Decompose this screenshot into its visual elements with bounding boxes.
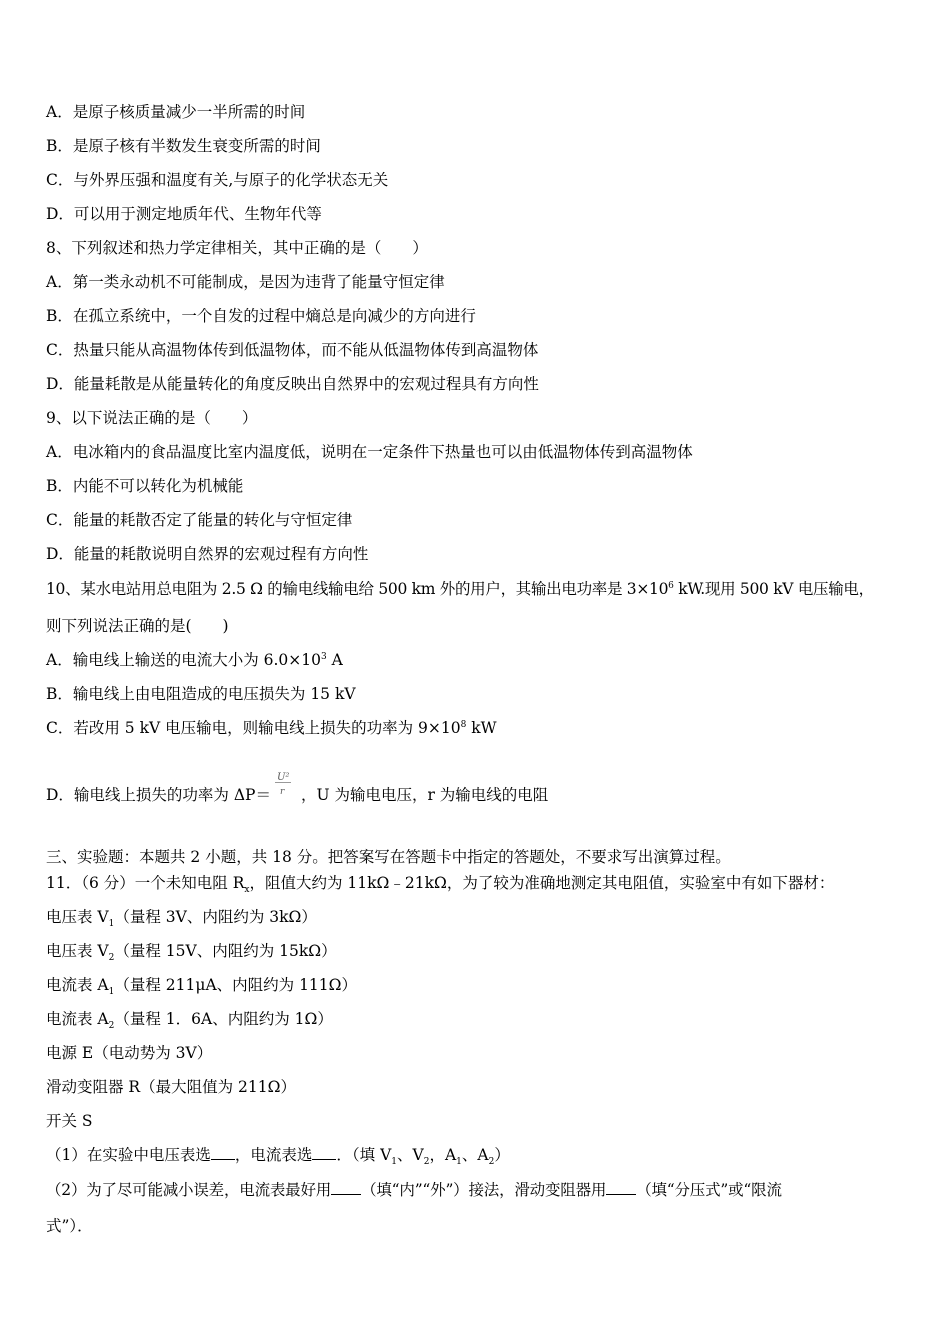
voltmeter-answer-blank[interactable] <box>211 1145 235 1160</box>
connection-answer-blank[interactable] <box>331 1180 361 1195</box>
equipment-power-source: 电源 E（电动势为 3V） <box>46 1044 213 1062</box>
equipment-ammeter-2 <box>46 1009 333 1032</box>
q9-option-b: B．内能不可以转化为机械能 <box>46 477 244 495</box>
equipment-voltmeter-1-sub: 1 <box>108 919 115 930</box>
q9-option-d: D．能量的耗散说明自然界的宏观过程有方向性 <box>46 545 369 563</box>
part-1-text-g: ） <box>494 1146 510 1164</box>
equipment-voltmeter-2 <box>46 941 337 964</box>
part-1-sub-4: 2 <box>488 1157 495 1168</box>
equipment-ammeter-1-sub: 1 <box>108 987 115 998</box>
part-1-text-b: ，电流表选 <box>234 1146 313 1164</box>
q8-option-d: D．能量耗散是从能量转化的角度反映出自然界中的宏观过程具有方向性 <box>46 375 539 393</box>
equipment-ammeter-1 <box>46 975 358 998</box>
q7-option-c: C．与外界压强和温度有关,与原子的化学状态无关 <box>46 171 389 189</box>
q11-stem-subscript: x <box>244 885 250 896</box>
q7-option-b: B．是原子核有半数发生衰变所需的时间 <box>46 137 321 155</box>
q8-option-b: B．在孤立系统中，一个自发的过程中熵总是向减少的方向进行 <box>46 307 476 325</box>
q10-stem-b: kW.现用 500 kV 电压输电， <box>673 580 874 598</box>
q7-option-a: A．是原子核质量减少一半所需的时间 <box>46 103 306 121</box>
q10-option-a-unit: A <box>326 651 343 669</box>
part-1-text-c: ．（填 V <box>336 1146 392 1164</box>
equipment-voltmeter-2-name: 电压表 V <box>46 942 109 960</box>
part-1-sub-1: 1 <box>391 1157 397 1168</box>
section-3-heading: 三、实验题：本题共 2 小题，共 18 分。把答案写在答题卡中指定的答题处，不要求写出演算过程。 <box>46 848 731 866</box>
part-1-text-e: ，A <box>429 1146 457 1164</box>
equipment-ammeter-1-spec: （量程 211μA、内阻约为 111Ω） <box>114 976 358 994</box>
q11-part-1 <box>46 1145 510 1168</box>
power-loss-fraction <box>271 772 301 806</box>
q8-option-c: C．热量只能从高温物体传到低温物体，而不能从低温物体传到高温物体 <box>46 341 539 359</box>
equipment-ammeter-1-name: 电流表 A <box>46 976 109 994</box>
equipment-switch: 开关 S <box>46 1112 93 1130</box>
q8-stem: 8、下列叙述和热力学定律相关，其中正确的是（ ） <box>46 239 428 257</box>
q10-stem-line1 <box>46 579 874 599</box>
q10-option-c <box>46 718 497 738</box>
equipment-ammeter-2-spec: （量程 1．6A、内阻约为 1Ω） <box>114 1010 333 1028</box>
q10-option-a-exponent: 3 <box>320 651 327 662</box>
q11-stem-a: 11．（6 分）一个未知电阻 R <box>46 874 245 892</box>
equipment-ammeter-2-name: 电流表 A <box>46 1010 109 1028</box>
q10-option-d-tail: ，U 为输电电压，r 为输电线的电阻 <box>300 786 549 804</box>
part-2-text-a: （2）为了尽可能减小误差，电流表最好用 <box>46 1181 332 1199</box>
equipment-voltmeter-1 <box>46 907 317 930</box>
q10-stem-a: 10、某水电站用总电阻为 2.5 Ω 的输电线输电给 500 km 外的用户，其输出电功率是 3×10 <box>46 580 669 598</box>
q10-option-b: B．输电线上由电阻造成的电压损失为 15 kV <box>46 685 356 703</box>
q10-option-c-text: C．若改用 5 kV 电压输电，则输电线上损失的功率为 9×10 <box>46 719 461 737</box>
equipment-voltmeter-2-sub: 2 <box>108 953 115 964</box>
q9-option-c: C．能量的耗散否定了能量的转化与守恒定律 <box>46 511 353 529</box>
part-1-sub-2: 2 <box>423 1157 430 1168</box>
q7-option-d: D．可以用于测定地质年代、生物年代等 <box>46 205 322 223</box>
equipment-rheostat: 滑动变阻器 R（最大阻值为 211Ω） <box>46 1078 296 1096</box>
equipment-ammeter-2-sub: 2 <box>108 1021 115 1032</box>
q10-option-d <box>46 772 549 806</box>
q9-stem: 9、以下说法正确的是（ ） <box>46 409 258 427</box>
fraction-numerator: U² <box>276 772 290 783</box>
q11-stem <box>46 873 835 896</box>
q11-stem-b: ，阻值大约为 11kΩ﹣21kΩ，为了较为准确地测定其电阻值，实验室中有如下器材： <box>249 874 835 892</box>
rheostat-answer-blank[interactable] <box>606 1180 636 1195</box>
q10-option-a <box>46 650 343 670</box>
q10-option-c-unit: kW <box>466 719 497 737</box>
part-2-text-b: （填“内”“外”）接法，滑动变阻器用 <box>361 1181 607 1199</box>
part-1-text-d: 、V <box>397 1146 424 1164</box>
fraction-denominator: r <box>279 787 285 797</box>
q10-stem-line2: 则下列说法正确的是( ) <box>46 617 229 635</box>
q11-part-2-continued: 式”）． <box>46 1217 93 1235</box>
q8-option-a: A．第一类永动机不可能制成，是因为违背了能量守恒定律 <box>46 273 445 291</box>
equipment-voltmeter-1-spec: （量程 3V、内阻约为 3kΩ） <box>114 908 317 926</box>
q10-stem-exponent: 6 <box>668 580 674 591</box>
part-1-text-f: 、A <box>461 1146 489 1164</box>
q10-option-d-head: D．输电线上损失的功率为 ΔP＝ <box>46 786 271 804</box>
part-1-sub-3: 1 <box>456 1157 462 1168</box>
equipment-voltmeter-1-name: 电压表 V <box>46 908 109 926</box>
ammeter-answer-blank[interactable] <box>312 1145 336 1160</box>
equipment-voltmeter-2-spec: （量程 15V、内阻约为 15kΩ） <box>114 942 337 960</box>
part-2-text-c: （填“分压式”或“限流 <box>636 1181 782 1199</box>
q9-option-a: A．电冰箱内的食品温度比室内温度低，说明在一定条件下热量也可以由低温物体传到高温物体 <box>46 443 693 461</box>
q11-part-2 <box>46 1180 782 1200</box>
part-1-text-a: （1）在实验中电压表选 <box>46 1146 211 1164</box>
q10-option-a-text: A．输电线上输送的电流大小为 6.0×10 <box>46 651 321 669</box>
q10-option-c-exponent: 8 <box>460 719 467 730</box>
